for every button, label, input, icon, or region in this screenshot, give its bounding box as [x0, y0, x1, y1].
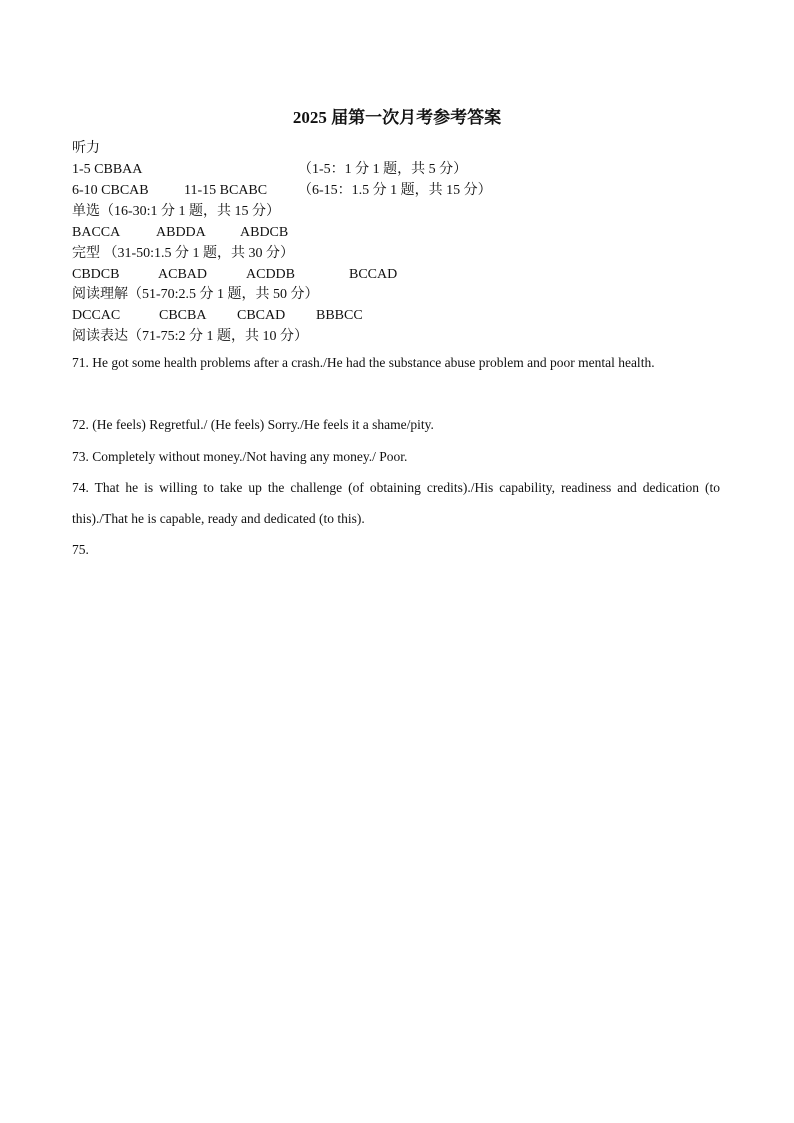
answer-71: 71. He got some health problems after a crash./He had the substance abuse problem and poor mental health. [72, 355, 655, 370]
cloze-group: ACBAD [158, 267, 208, 282]
single-choice-group: ABDCB [240, 225, 289, 240]
expression-heading: 阅读表达（71-75:2 分 1 题，共 10 分） [72, 329, 309, 344]
cloze-group: BCCAD [349, 267, 398, 282]
listening-score-note-1: （1-5：1 分 1 题，共 5 分） [298, 162, 468, 177]
answer-73: 73. Completely without money./Not having any money./ Poor. [72, 449, 408, 464]
listening-answers-1-5: 1-5 CBBAA [72, 162, 143, 177]
listening-score-note-2: （6-15：1.5 分 1 题，共 15 分） [298, 183, 492, 198]
cloze-group: CBDCB [72, 267, 120, 282]
listening-answers-6-10: 6-10 CBCAB [72, 183, 149, 198]
single-choice-group: BACCA [72, 225, 121, 240]
answer-75: 75. [72, 542, 89, 557]
reading-group: BBBCC [316, 308, 363, 323]
page-title: 2025 届第一次月考参考答案 [292, 108, 502, 127]
single-choice-heading: 单选（16-30:1 分 1 题，共 15 分） [72, 204, 281, 219]
cloze-heading: 完型 （31-50:1.5 分 1 题，共 30 分） [72, 246, 295, 261]
reading-group: CBCAD [237, 308, 286, 323]
reading-group: CBCBA [159, 308, 207, 323]
reading-heading: 阅读理解（51-70:2.5 分 1 题，共 50 分） [72, 287, 319, 302]
single-choice-group: ABDDA [156, 225, 206, 240]
cloze-group: ACDDB [246, 267, 296, 282]
answer-72: 72. (He feels) Regretful./ (He feels) Sorry./He feels it a shame/pity. [72, 417, 434, 432]
listening-answers-11-15: 11-15 BCABC [184, 183, 268, 198]
listening-heading: 听力 [72, 141, 100, 156]
answer-74: 74. That he is willing to take up the challenge (of obtaining credits)./His capability, readiness and dedication (to this)./That he is capable, ready and dedicated (to this). [72, 480, 720, 526]
reading-group: DCCAC [72, 308, 121, 323]
